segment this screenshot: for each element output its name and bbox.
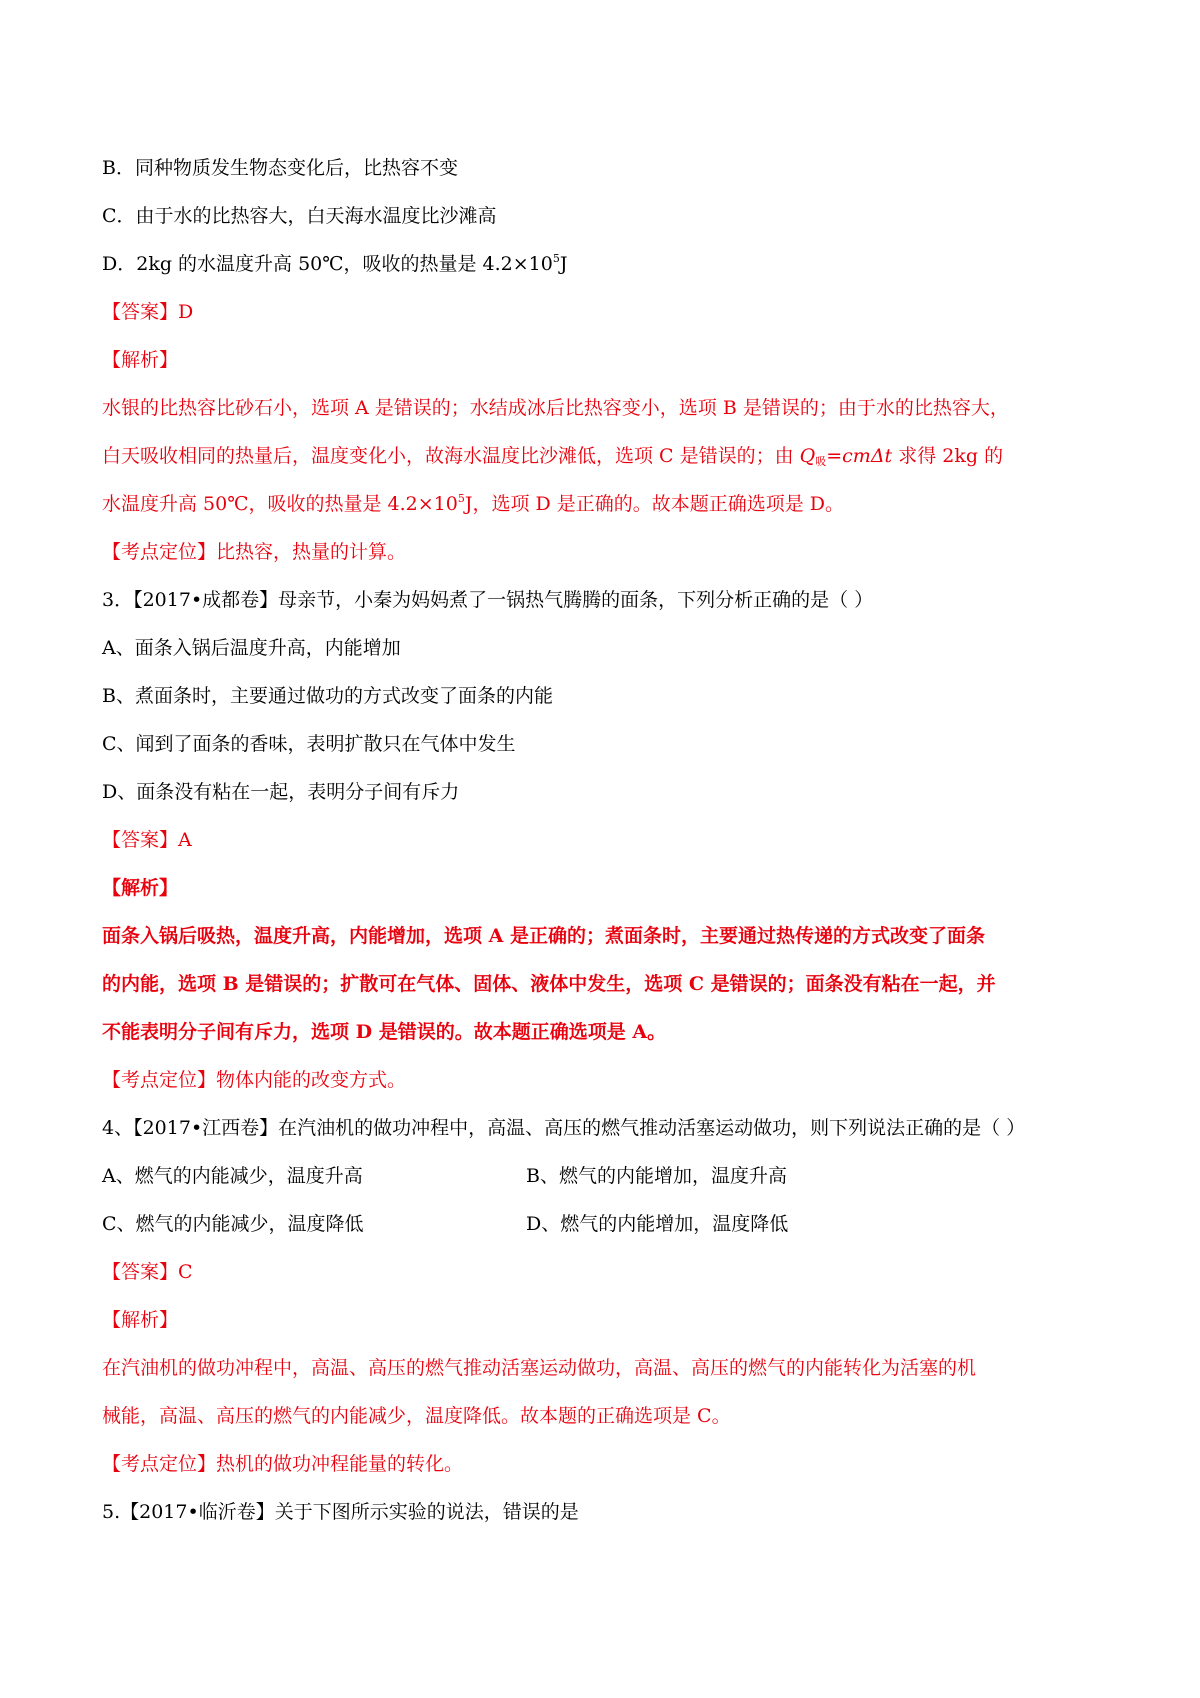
q2-option-d-text: D．2kg 的水温度升高 50℃，吸收的热量是 4.2×10	[102, 253, 553, 275]
q4-point-label: 【考点定位】	[102, 1453, 217, 1475]
q2-option-b: B．同种物质发生物态变化后，比热容不变	[102, 157, 458, 179]
q3-answer-label: 【答案】	[102, 829, 179, 851]
q2-formula-q: Q	[799, 445, 816, 467]
q2-analysis-line2-tail: 求得 2kg 的	[892, 445, 1004, 467]
q3-analysis-line1: 面条入锅后吸热，温度升高，内能增加，选项 A 是正确的；煮面条时，主要通过热传递的方式改变了面条	[102, 925, 985, 947]
q3-option-a: A、面条入锅后温度升高，内能增加	[102, 637, 401, 659]
q4-point	[102, 1450, 463, 1478]
q2-formula-sub: 吸	[815, 455, 827, 468]
q2-point-value: 比热容，热量的计算。	[216, 541, 407, 563]
q2-analysis-line3-tail: J，选项 D 是正确的。故本题正确选项是 D。	[464, 493, 845, 515]
q2-analysis-line2-text: 白天吸收相同的热量后，温度变化小，故海水温度比沙滩低，选项 C 是错误的；由	[102, 445, 800, 467]
q3-point	[102, 1066, 406, 1094]
q2-point-label: 【考点定位】	[102, 541, 217, 563]
q2-analysis-line3	[102, 490, 844, 518]
q2-point	[102, 538, 406, 566]
q2-option-d-exponent: 5	[552, 252, 560, 265]
q3-option-d: D、面条没有粘在一起，表明分子间有斥力	[102, 781, 460, 803]
q2-analysis-line3-exponent: 5	[457, 492, 465, 505]
q2-answer	[102, 298, 193, 326]
q2-option-d-unit: J	[559, 253, 568, 275]
q4-options-row2	[102, 1210, 1102, 1238]
q2-analysis-label: 【解析】	[102, 349, 179, 371]
q2-analysis-line3-text: 水温度升高 50℃，吸收的热量是 4.2×10	[102, 493, 458, 515]
q3-point-value: 物体内能的改变方式。	[216, 1069, 407, 1091]
q4-option-d: D、燃气的内能增加，温度降低	[526, 1213, 789, 1235]
q2-analysis-line1: 水银的比热容比砂石小，选项 A 是错误的；水结成冰后比热容变小，选项 B 是错误的；由于水的比热容大，	[102, 397, 1009, 419]
q3-point-label: 【考点定位】	[102, 1069, 217, 1091]
q3-answer-value: A	[178, 829, 192, 851]
q2-analysis-line2	[102, 442, 1003, 476]
q3-analysis-label: 【解析】	[102, 877, 179, 899]
q3-stem: 3．【2017•成都卷】母亲节，小秦为妈妈煮了一锅热气腾腾的面条，下列分析正确的是（ ）	[102, 589, 874, 611]
q3-option-c: C、闻到了面条的香味，表明扩散只在气体中发生	[102, 733, 516, 755]
q4-point-value: 热机的做功冲程能量的转化。	[216, 1453, 464, 1475]
q2-option-c: C．由于水的比热容大，白天海水温度比沙滩高	[102, 205, 497, 227]
q4-option-b: B、燃气的内能增加，温度升高	[526, 1165, 787, 1187]
q4-answer-value: C	[178, 1261, 193, 1283]
q3-analysis-line3: 不能表明分子间有斥力，选项 D 是错误的。故本题正确选项是 A。	[102, 1021, 667, 1043]
q3-answer	[102, 826, 192, 854]
q4-option-c: C、燃气的内能减少，温度降低	[102, 1213, 364, 1235]
q2-answer-label: 【答案】	[102, 301, 179, 323]
q4-answer	[102, 1258, 193, 1286]
q4-analysis-line1: 在汽油机的做功冲程中，高温、高压的燃气推动活塞运动做功，高温、高压的燃气的内能转化为活塞的机	[102, 1357, 977, 1379]
q4-analysis-label: 【解析】	[102, 1309, 179, 1331]
q4-answer-label: 【答案】	[102, 1261, 179, 1283]
q5-stem: 5.【2017•临沂卷】关于下图所示实验的说法，错误的是	[102, 1501, 579, 1523]
q2-formula-rest: =cmΔt	[826, 445, 893, 467]
q2-option-d	[102, 250, 568, 278]
q3-option-b: B、煮面条时，主要通过做功的方式改变了面条的内能	[102, 685, 553, 707]
q4-analysis-line2: 械能，高温、高压的燃气的内能减少，温度降低。故本题的正确选项是 C。	[102, 1405, 731, 1427]
q2-answer-value: D	[178, 301, 194, 323]
q4-options-row1	[102, 1162, 1102, 1190]
q3-analysis-line2: 的内能，选项 B 是错误的；扩散可在气体、固体、液体中发生，选项 C 是错误的；面条没有粘在一起，并	[102, 973, 996, 995]
q4-stem: 4、【2017•江西卷】在汽油机的做功冲程中，高温、高压的燃气推动活塞运动做功，则下列说法正确的是（ ）	[102, 1117, 1026, 1139]
q4-option-a: A、燃气的内能减少，温度升高	[102, 1165, 363, 1187]
